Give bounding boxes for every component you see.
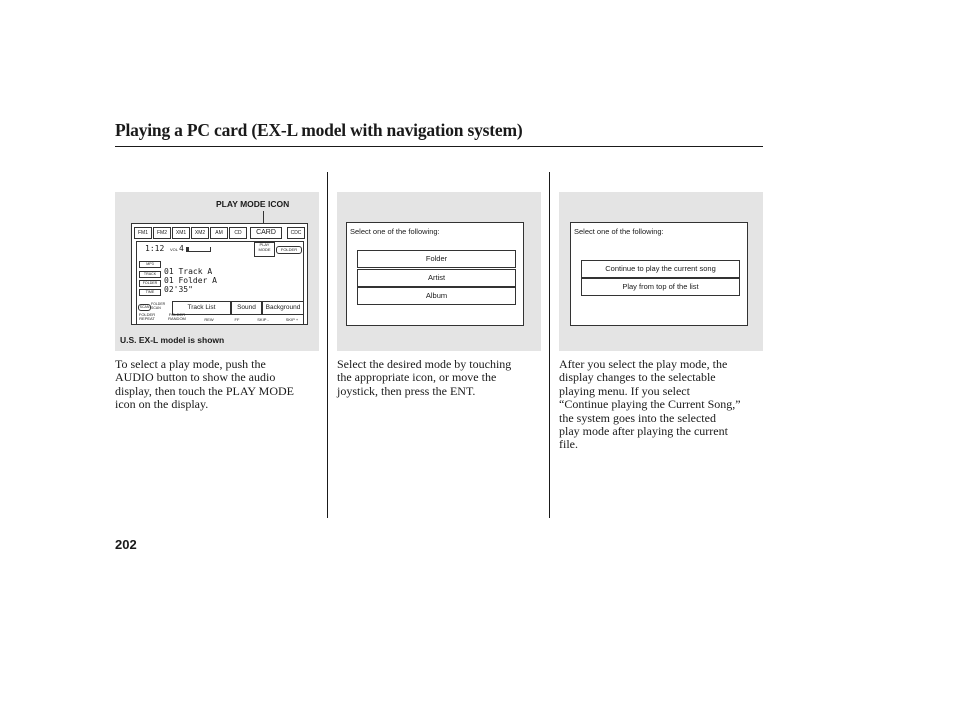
mode-select-prompt: Select one of the following: (350, 227, 440, 236)
elapsed-time: 1:12 (145, 244, 165, 253)
source-button-xm1[interactable]: XM1 (172, 227, 190, 239)
audio-display-figure (115, 192, 319, 351)
option-continue-current-song[interactable]: Continue to play the current song (581, 260, 740, 278)
mode-select-screen (346, 222, 524, 326)
source-button-cd[interactable]: CD (229, 227, 247, 239)
option-artist[interactable]: Artist (357, 269, 516, 287)
folder-repeat-label[interactable]: FOLDER REPEAT (138, 312, 156, 321)
track-info-panel (136, 241, 304, 325)
play-mode-icon[interactable]: PLAY MODE (254, 242, 275, 257)
folder-button[interactable]: FOLDER (276, 246, 302, 254)
folder-name: 01 Folder A (164, 276, 217, 285)
mp3-tag: MP3 (139, 261, 161, 268)
track-name: 01 Track A (164, 267, 213, 276)
scan-button[interactable]: SCAN (139, 305, 150, 309)
background-button[interactable]: Background (262, 301, 304, 315)
page-number: 202 (115, 537, 137, 552)
column-divider-2 (549, 172, 550, 518)
rew-label[interactable]: REW (204, 317, 214, 322)
source-button-fm1[interactable]: FM1 (134, 227, 152, 239)
source-button-card[interactable]: CARD (250, 227, 282, 239)
instruction-text-1: To select a play mode, push the AUDIO button to show the audio display, then touch the PLAY MODE icon on the display. (115, 357, 294, 412)
volume-value: 4 (179, 244, 184, 253)
track-list-button[interactable]: Track List (172, 301, 231, 315)
playing-menu-prompt: Select one of the following: (574, 227, 664, 236)
folder-tag: FOLDER (139, 280, 161, 287)
volume-label: VOL (170, 247, 179, 252)
track-time: 02'35" (164, 285, 193, 294)
column-divider-1 (327, 172, 328, 518)
page-title: Playing a PC card (EX-L model with navigation system) (115, 120, 523, 140)
source-button-cdc[interactable]: CDC (287, 227, 305, 239)
volume-bar-fill (186, 247, 189, 251)
source-button-am[interactable]: AM (210, 227, 228, 239)
skip-plus-label[interactable]: SKIP + (285, 317, 299, 322)
source-button-fm2[interactable]: FM2 (153, 227, 171, 239)
sound-button[interactable]: Sound (231, 301, 262, 315)
folder-random-label[interactable]: FOLDER RANDOM (168, 312, 186, 321)
mode-select-figure (337, 192, 541, 351)
source-button-row (134, 227, 305, 239)
track-tag: TRACK (139, 271, 161, 278)
volume-bar (186, 247, 211, 252)
folder-scan-label: FOLDER SCAN (151, 302, 166, 310)
play-mode-icon-callout: PLAY MODE ICON (216, 199, 290, 209)
playing-menu-figure (559, 192, 763, 351)
instruction-text-3: After you select the play mode, the display changes to the selectable playing menu. If you select “Continue playing the Current Song,” the system goes into the selected play mode after playing the current file. (559, 357, 741, 452)
figure-caption: U.S. EX-L model is shown (120, 335, 225, 345)
title-rule (115, 146, 763, 147)
option-album[interactable]: Album (357, 287, 516, 305)
instruction-text-2: Select the desired mode by touching the appropriate icon, or move the joystick, then press the ENT. (337, 357, 512, 398)
option-folder[interactable]: Folder (357, 250, 516, 268)
playing-menu-screen (570, 222, 748, 326)
audio-screen (131, 223, 308, 325)
source-button-xm2[interactable]: XM2 (191, 227, 209, 239)
time-tag: TIME (139, 289, 161, 296)
option-play-from-top[interactable]: Play from top of the list (581, 278, 740, 296)
ff-label[interactable]: FF (234, 317, 240, 322)
skip-minus-label[interactable]: SKIP - (257, 317, 269, 322)
